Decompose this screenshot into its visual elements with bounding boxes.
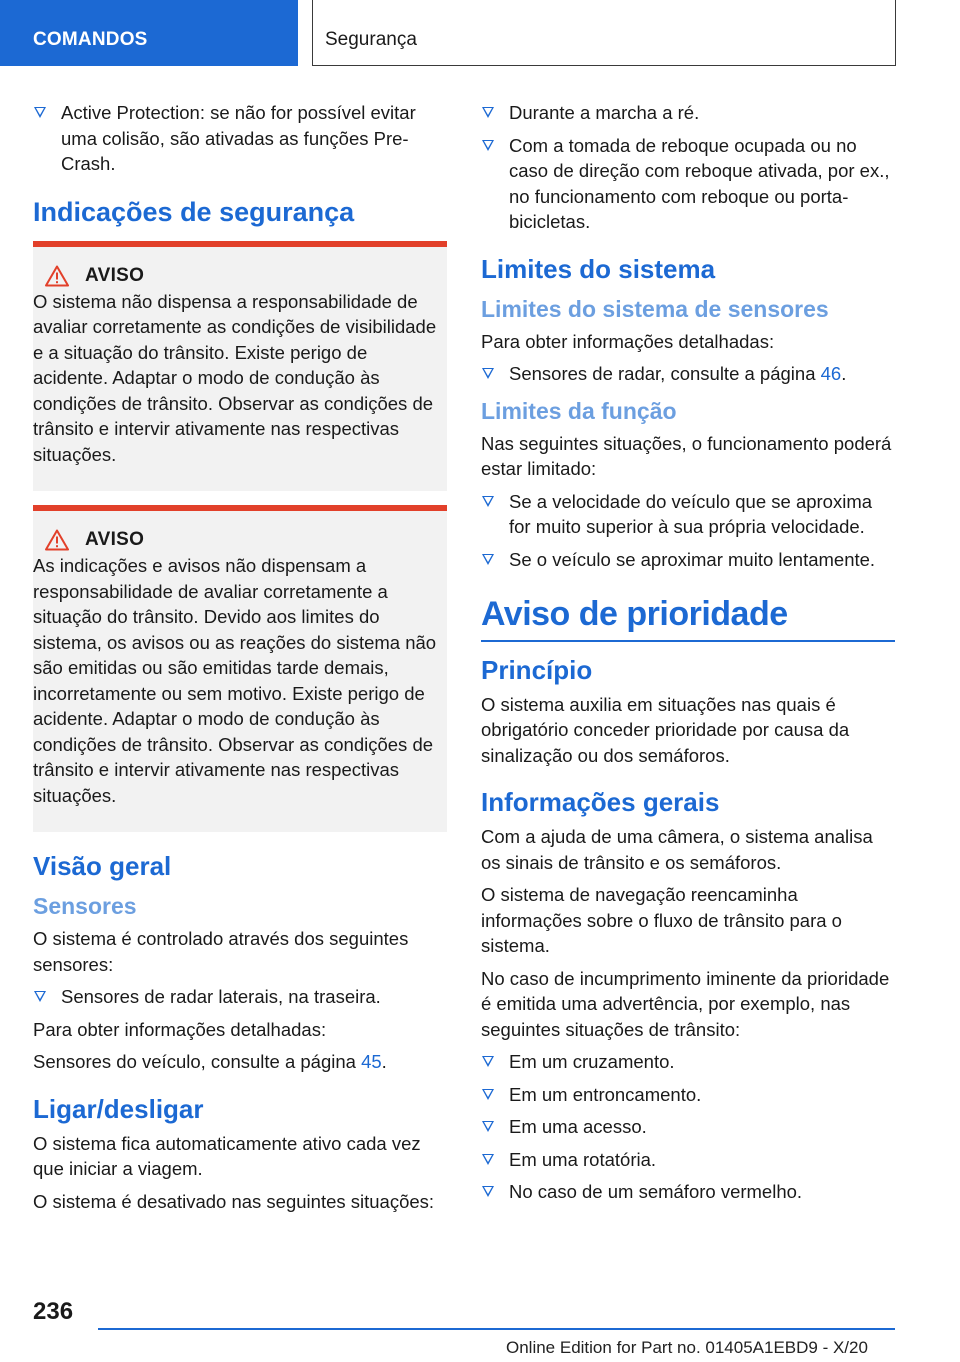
triangle-bullet-icon	[482, 1056, 494, 1067]
triangle-bullet-icon	[482, 1186, 494, 1197]
right-column	[481, 100, 895, 1212]
left-column	[33, 100, 447, 1221]
list-item: Sensores de radar, consulte a página 46.	[481, 361, 895, 387]
list-item: No caso de um semáforo vermelho.	[481, 1179, 895, 1205]
paragraph: No caso de incumprimento iminente da prioridade é emitida uma advertência, por exemplo, nas seguintes situações de trânsito:	[481, 967, 890, 1040]
paragraph: Nas seguintes situações, o funcionamento poderá estar limitado:	[481, 432, 892, 479]
list-item: Em um cruzamento.	[481, 1049, 895, 1075]
page-link-46[interactable]: 46	[820, 363, 842, 384]
heading-sensor-limits: Limites do sistema de sensores	[481, 295, 829, 322]
heading-divider	[481, 640, 895, 642]
triangle-bullet-icon	[482, 1154, 494, 1165]
list-item: Em uma acesso.	[481, 1114, 895, 1140]
heading-function-limits: Limites da função	[481, 397, 677, 424]
heading-safety-notes: Indicações de segurança	[33, 196, 355, 227]
warning-box-1	[33, 241, 447, 492]
paragraph: Sensores do veículo, consulte a página 45.	[33, 1051, 387, 1072]
footer-edition: Online Edition for Part no. 01405A1EBD9 - X/20	[506, 1338, 868, 1357]
header-chapter-tab: COMANDOS	[0, 0, 298, 66]
heading-overview: Visão geral	[33, 851, 172, 881]
triangle-bullet-icon	[34, 107, 46, 118]
triangle-bullet-icon	[482, 107, 494, 118]
warning-label: AVISO	[85, 264, 145, 286]
page-link-45[interactable]: 45	[361, 1051, 382, 1072]
header-section-title: Segurança	[312, 0, 896, 66]
triangle-bullet-icon	[482, 368, 494, 379]
list-item: Durante a marcha a ré.	[481, 100, 895, 126]
warning-text: As indicações e avisos não dispensam a responsabilidade de avaliar corretamente a situação do trânsito. Devido aos limites do sistema, os avisos ou as reações do sistema não são emitidas ou são emitidas tarde demais, incorretamente ou sem motivo. Existe perigo de acidente. Adaptar o modo de condução às condições de trânsito. Observar as condições de trânsito e intervir ativamente nas respectivas situações.	[33, 555, 437, 806]
list-item: Se o veículo se aproximar muito lentamente.	[481, 547, 895, 573]
paragraph: O sistema fica automaticamente ativo cada vez que iniciar a viagem.	[33, 1132, 421, 1179]
list-item: Sensores de radar laterais, na traseira.	[33, 984, 447, 1010]
list-item: Active Protection: se não for possível evitar uma colisão, são ativadas as funções Pre-Crash.	[33, 100, 447, 177]
triangle-bullet-icon	[482, 140, 494, 151]
warning-text: O sistema não dispensa a responsabilidade de avaliar corretamente as condições de visibilidade e a situação do trânsito. Existe perigo de acidente. Adaptar o modo de condução às condições de trânsito. Observar as condições de trânsito e intervir ativamente nas respectivas situações.	[33, 290, 437, 465]
warning-box-2	[33, 505, 447, 832]
triangle-bullet-icon	[482, 554, 494, 565]
paragraph: O sistema de navegação reencaminha informações sobre o fluxo de trânsito para o sistema.	[481, 884, 842, 956]
paragraph: Com a ajuda de uma câmera, o sistema analisa os sinais de trânsito e os semáforos.	[481, 826, 873, 873]
page-number: 236	[33, 1298, 74, 1325]
triangle-bullet-icon	[482, 1121, 494, 1132]
list-item: Com a tomada de reboque ocupada ou no caso de direção com reboque ativada, por ex., no funcionamento com reboque ou porta-bicicletas.	[481, 133, 895, 235]
paragraph: Para obter informações detalhadas:	[481, 330, 775, 352]
intro-list	[33, 100, 447, 177]
triangle-bullet-icon	[34, 991, 46, 1002]
footer-divider	[98, 1328, 895, 1330]
list-item: Se a velocidade do veículo que se aproxima for muito superior à sua própria velocidade.	[481, 489, 895, 540]
paragraph: Para obter informações detalhadas:	[33, 1018, 327, 1040]
heading-priority-warning: Aviso de prioridade	[481, 595, 788, 633]
paragraph: O sistema auxilia em situações nas quais é obrigatório conceder prioridade por causa da sinalização ou dos semáforos.	[481, 693, 850, 766]
warning-label: AVISO	[85, 529, 145, 550]
triangle-bullet-icon	[482, 1089, 494, 1100]
heading-sensors: Sensores	[33, 893, 137, 919]
warning-triangle-icon	[45, 529, 69, 551]
triangle-bullet-icon	[482, 496, 494, 507]
situations-list	[481, 1049, 895, 1205]
list-item: Em um entroncamento.	[481, 1082, 895, 1108]
paragraph: O sistema é controlado através dos seguintes sensores:	[33, 928, 409, 975]
heading-on-off: Ligar/desligar	[33, 1093, 204, 1124]
heading-general-info: Informações gerais	[481, 787, 720, 817]
list-item: Em uma rotatória.	[481, 1147, 895, 1173]
paragraph: O sistema é desativado nas seguintes situações:	[33, 1190, 435, 1212]
heading-system-limits: Limites do sistema	[481, 253, 716, 284]
heading-principle: Princípio	[481, 654, 593, 685]
warning-triangle-icon	[45, 265, 69, 287]
